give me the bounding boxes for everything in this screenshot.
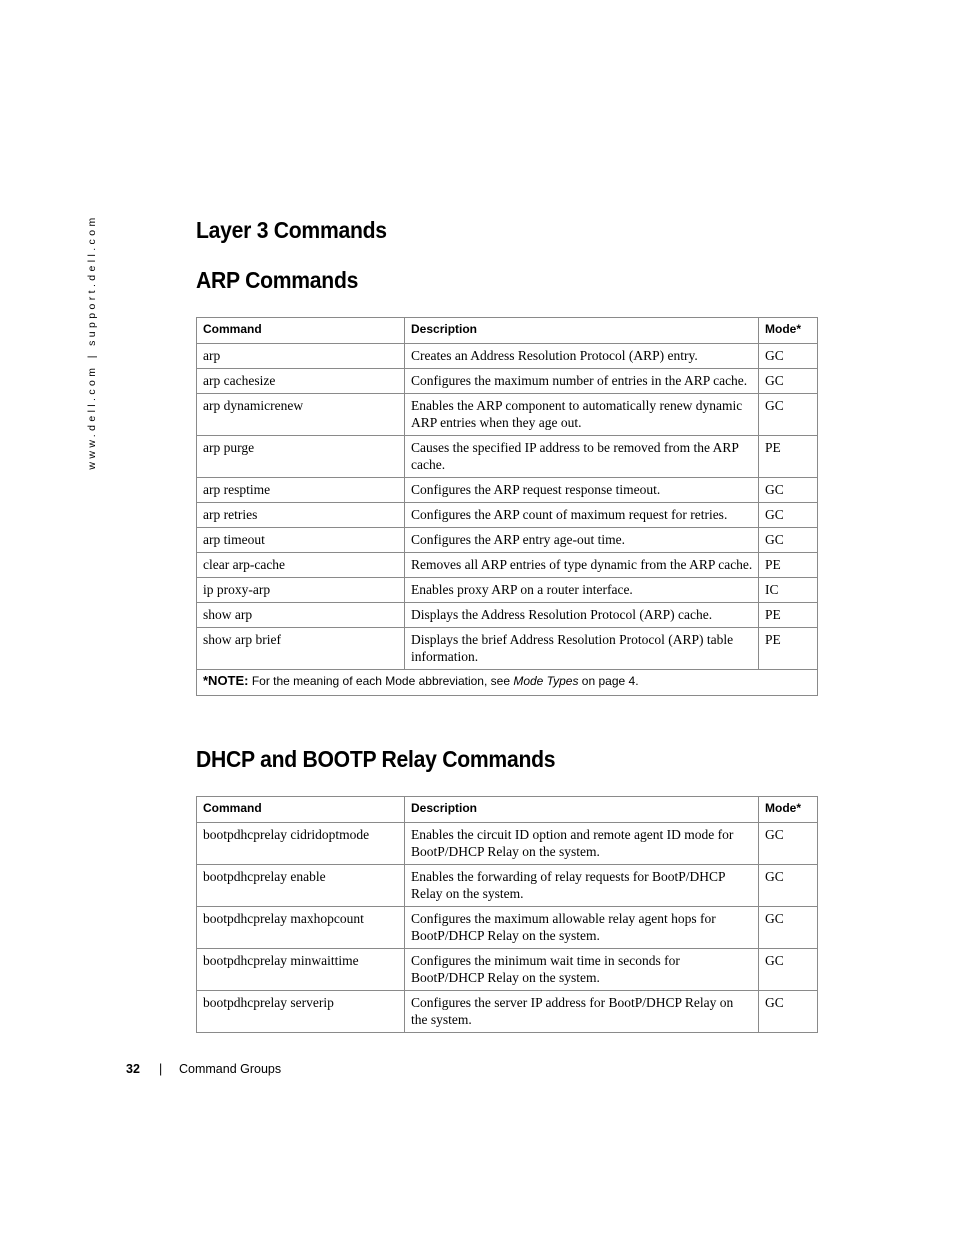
- command-cell: bootpdhcprelay enable: [197, 865, 405, 907]
- table-row: [197, 528, 818, 553]
- dhcp-bootp-commands-table: [196, 796, 818, 1033]
- command-cell: bootpdhcprelay cidridoptmode: [197, 823, 405, 865]
- footer-separator: |: [159, 1062, 163, 1076]
- mode-cell: GC: [759, 394, 818, 436]
- table-row: [197, 394, 818, 436]
- description-cell: Displays the brief Address Resolution Protocol (ARP) table information.: [405, 628, 759, 670]
- mode-cell: PE: [759, 603, 818, 628]
- table-row: [197, 991, 818, 1033]
- note-page-ref: on page 4.: [578, 674, 639, 688]
- description-cell: Creates an Address Resolution Protocol (ARP) entry.: [405, 344, 759, 369]
- mode-cell: GC: [759, 865, 818, 907]
- description-cell: Configures the server IP address for BootP/DHCP Relay on the system.: [405, 991, 759, 1033]
- command-cell: arp cachesize: [197, 369, 405, 394]
- command-cell: arp resptime: [197, 478, 405, 503]
- description-cell: Enables the forwarding of relay requests for BootP/DHCP Relay on the system.: [405, 865, 759, 907]
- mode-types-reference: Mode Types: [513, 674, 579, 688]
- mode-cell: GC: [759, 991, 818, 1033]
- table-row: [197, 578, 818, 603]
- description-cell: Configures the ARP entry age-out time.: [405, 528, 759, 553]
- command-cell: arp retries: [197, 503, 405, 528]
- description-cell: Configures the ARP request response timeout.: [405, 478, 759, 503]
- note-label: *NOTE:: [203, 673, 249, 688]
- description-cell: Enables the ARP component to automatically renew dynamic ARP entries when they age out.: [405, 394, 759, 436]
- table-row: [197, 603, 818, 628]
- command-cell: arp purge: [197, 436, 405, 478]
- column-header-description: Description: [405, 797, 759, 823]
- table-row: [197, 823, 818, 865]
- section-title-dhcp: DHCP and BOOTP Relay Commands: [196, 746, 556, 772]
- mode-cell: GC: [759, 478, 818, 503]
- column-header-command: Command: [197, 797, 405, 823]
- table-row: [197, 503, 818, 528]
- mode-note: [197, 670, 818, 696]
- command-cell: arp dynamicrenew: [197, 394, 405, 436]
- table-header-row: [197, 797, 818, 823]
- table-row: [197, 478, 818, 503]
- command-cell: clear arp-cache: [197, 553, 405, 578]
- page-number: 32: [126, 1062, 140, 1076]
- table-row: [197, 344, 818, 369]
- table-row: [197, 907, 818, 949]
- description-cell: Enables the circuit ID option and remote agent ID mode for BootP/DHCP Relay on the system.: [405, 823, 759, 865]
- description-cell: Configures the minimum wait time in seconds for BootP/DHCP Relay on the system.: [405, 949, 759, 991]
- command-cell: show arp brief: [197, 628, 405, 670]
- mode-cell: PE: [759, 436, 818, 478]
- column-header-command: Command: [197, 318, 405, 344]
- mode-cell: GC: [759, 528, 818, 553]
- command-cell: show arp: [197, 603, 405, 628]
- mode-cell: GC: [759, 344, 818, 369]
- description-cell: Removes all ARP entries of type dynamic from the ARP cache.: [405, 553, 759, 578]
- column-header-mode: Mode*: [759, 318, 818, 344]
- mode-cell: GC: [759, 907, 818, 949]
- mode-cell: GC: [759, 823, 818, 865]
- command-cell: bootpdhcprelay maxhopcount: [197, 907, 405, 949]
- column-header-mode: Mode*: [759, 797, 818, 823]
- description-cell: Causes the specified IP address to be removed from the ARP cache.: [405, 436, 759, 478]
- table-row: [197, 949, 818, 991]
- note-row: [197, 670, 818, 696]
- mode-cell: GC: [759, 949, 818, 991]
- description-cell: Configures the maximum number of entries in the ARP cache.: [405, 369, 759, 394]
- column-header-description: Description: [405, 318, 759, 344]
- description-cell: Configures the maximum allowable relay agent hops for BootP/DHCP Relay on the system.: [405, 907, 759, 949]
- mode-cell: PE: [759, 553, 818, 578]
- command-cell: bootpdhcprelay minwaittime: [197, 949, 405, 991]
- description-cell: Enables proxy ARP on a router interface.: [405, 578, 759, 603]
- note-text: For the meaning of each Mode abbreviation, see: [248, 674, 514, 688]
- table-row: [197, 436, 818, 478]
- command-cell: bootpdhcprelay serverip: [197, 991, 405, 1033]
- section-title-arp: ARP Commands: [196, 267, 359, 293]
- footer-section-title: Command Groups: [179, 1062, 282, 1076]
- mode-cell: IC: [759, 578, 818, 603]
- table-row: [197, 369, 818, 394]
- sidebar-url: [84, 214, 100, 470]
- arp-commands-table: [196, 317, 818, 696]
- table-header-row: [197, 318, 818, 344]
- description-cell: Configures the ARP count of maximum request for retries.: [405, 503, 759, 528]
- mode-cell: GC: [759, 369, 818, 394]
- table-row: [197, 628, 818, 670]
- command-cell: arp: [197, 344, 405, 369]
- section-title-layer3: Layer 3 Commands: [196, 217, 387, 243]
- table-row: [197, 553, 818, 578]
- mode-cell: PE: [759, 628, 818, 670]
- table-row: [197, 865, 818, 907]
- command-cell: arp timeout: [197, 528, 405, 553]
- page-footer: [126, 1062, 282, 1076]
- description-cell: Displays the Address Resolution Protocol (ARP) cache.: [405, 603, 759, 628]
- command-cell: ip proxy-arp: [197, 578, 405, 603]
- mode-cell: GC: [759, 503, 818, 528]
- sidebar-url-text: www.dell.com | support.dell.com: [86, 214, 98, 470]
